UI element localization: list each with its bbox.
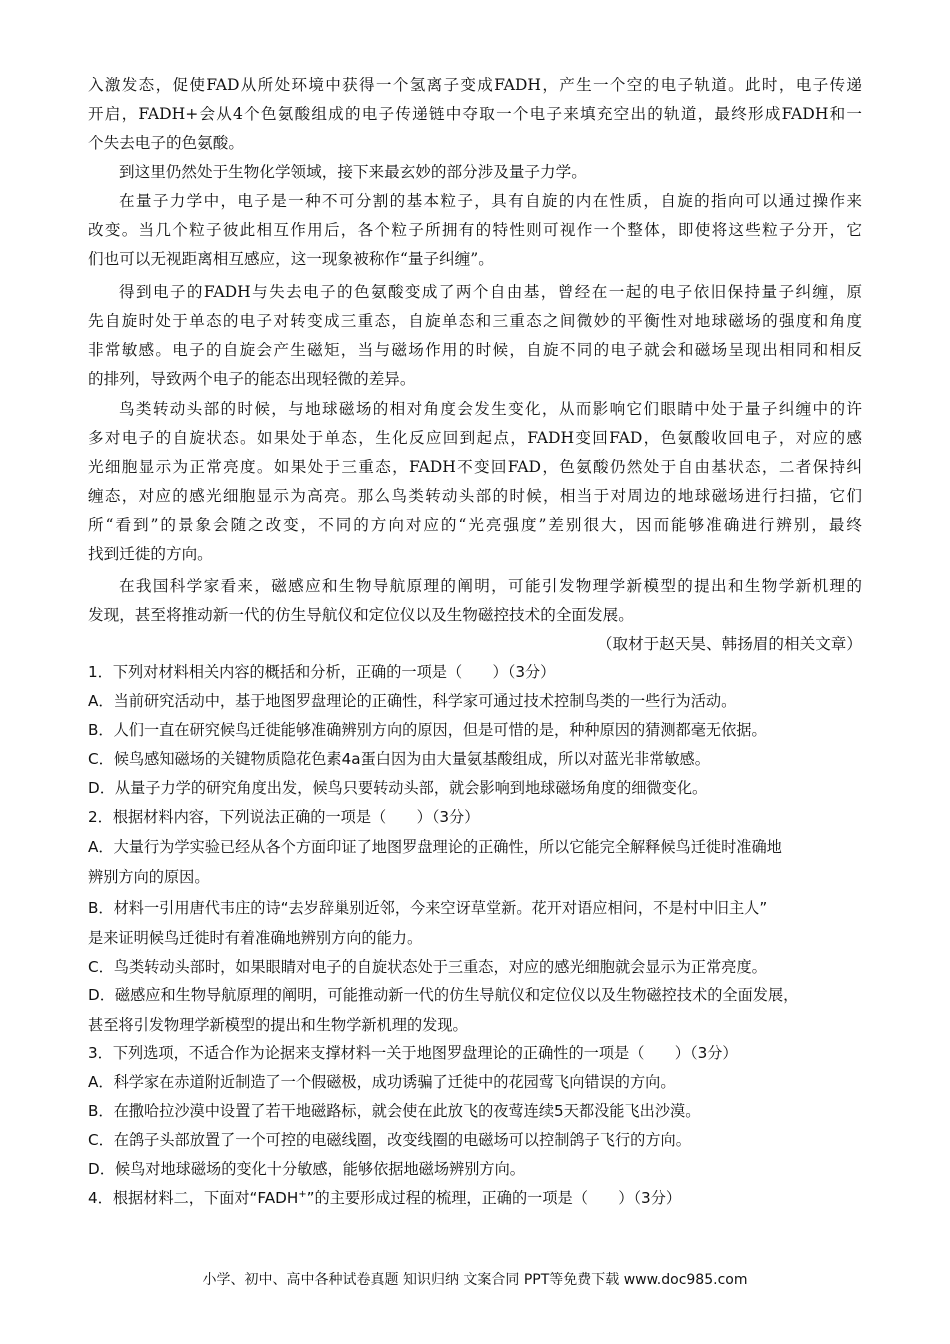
answer-option-continued: 甚至将引发物理学新模型的提出和生物学新机理的发现。 — [88, 1016, 468, 1034]
passage-line: 们也可以无视距离相互感应，这一现象被称作“量子纠缠”。 — [88, 250, 494, 268]
answer-option: D．候鸟对地球磁场的变化十分敏感，能够依据地磁场辨别方向。 — [88, 1160, 525, 1178]
question-stem: 2．根据材料内容，下列说法正确的一项是（ ）（3分） — [88, 808, 480, 826]
question-stem — [88, 1187, 862, 1209]
answer-option: C．候鸟感知磁场的关键物质隐花色素4a蛋白因为由大量氨基酸组成，所以对蓝光非常敏感。 — [88, 750, 710, 768]
passage-line: 非常敏感。电子的自旋会产生磁矩，当与磁场作用的时候，自旋不同的电子就会和磁场呈现出相同和相反 — [88, 341, 862, 359]
answer-option: A．科学家在赤道附近制造了一个假磁极，成功诱骗了迁徙中的花园莺飞向错误的方向。 — [88, 1073, 676, 1091]
passage-line: 多对电子的自旋状态。如果处于单态，生化反应回到起点，FADH变回FAD，色氨酸收回电子，对应的感 — [88, 429, 862, 447]
passage-line: 得到电子的FADH与失去电子的色氨酸变成了两个自由基，曾经在一起的电子依旧保持量子纠缠，原 — [119, 283, 862, 301]
answer-option: B．在撒哈拉沙漠中设置了若干地磁路标，就会使在此放飞的夜莺连续5天都没能飞出沙漠。 — [88, 1102, 701, 1120]
passage-line: 改变。当几个粒子彼此相互作用后，各个粒子所拥有的特性则可视作一个整体，即使将这些粒子分开，它 — [88, 221, 862, 239]
passage-line: 发现，甚至将推动新一代的仿生导航仪和定位仪以及生物磁控技术的全面发展。 — [88, 606, 634, 624]
answer-option-continued: 是来证明候鸟迁徙时有着准确地辨别方向的能力。 — [88, 929, 423, 947]
passage-line: 先自旋时处于单态的电子对转变成三重态，自旋单态和三重态之间微妙的平衡性对地球磁场的强度和角度 — [88, 312, 862, 330]
passage-line: 在我国科学家看来，磁感应和生物导航原理的阐明，可能引发物理学新模型的提出和生物学新机理的 — [119, 577, 862, 595]
passage-line: 缠态，对应的感光细胞显示为高亮。那么鸟类转动头部的时候，相当于对周边的地球磁场进行扫描，它们 — [88, 487, 862, 505]
passage-line: 开启，FADH+会从4个色氨酸组成的电子传递链中夺取一个电子来填充空出的轨道，最终形成FADH和一 — [88, 105, 862, 123]
passage-line: 到这里仍然处于生物化学领域，接下来最玄妙的部分涉及量子力学。 — [119, 163, 587, 181]
q4-text-before: 4．根据材料二，下面对“FADH — [88, 1189, 299, 1207]
passage-line: 入激发态，促使FAD从所处环境中获得一个氢离子变成FADH，产生一个空的电子轨道。此时，电子传递 — [88, 76, 862, 94]
source-citation: （取材于赵天昊、韩扬眉的相关文章） — [596, 635, 862, 653]
answer-option: C．鸟类转动头部时，如果眼睛对电子的自旋状态处于三重态，对应的感光细胞就会显示为正常亮度。 — [88, 958, 767, 976]
answer-option: B．材料一引用唐代韦庄的诗“去岁辞巢别近邻，今来空讶草堂新。花开对语应相问，不是村中旧主人” — [88, 899, 768, 917]
passage-line: 鸟类转动头部的时候，与地球磁场的相对角度会发生变化，从而影响它们眼睛中处于量子纠缠中的许 — [119, 400, 862, 418]
passage-line: 的排列，导致两个电子的能态出现轻微的差异。 — [88, 370, 416, 388]
answer-option: D．磁感应和生物导航原理的阐明，可能推动新一代的仿生导航仪和定位仪以及生物磁控技术的全面发展， — [88, 986, 799, 1004]
answer-option: C．在鸽子头部放置了一个可控的电磁线圈，改变线圈的电磁场可以控制鸽子飞行的方向。 — [88, 1131, 691, 1149]
q4-superscript: + — [298, 1188, 307, 1200]
q4-text-after: ”的主要形成过程的梳理，正确的一项是（ ）（3分） — [306, 1189, 682, 1207]
answer-option-continued: 辨别方向的原因。 — [88, 868, 210, 886]
answer-option: A．大量行为学实验已经从各个方面印证了地图罗盘理论的正确性，所以它能完全解释候鸟迁徙时准确地 — [88, 838, 782, 856]
passage-line: 找到迁徙的方向。 — [88, 545, 213, 563]
answer-option: A．当前研究活动中，基于地图罗盘理论的正确性，科学家可通过技术控制鸟类的一些行为活动。 — [88, 692, 737, 710]
answer-option: B．人们一直在研究候鸟迁徙能够准确辨别方向的原因，但是可惜的是，种种原因的猜测都毫无依据。 — [88, 721, 767, 739]
passage-line: 所“看到”的景象会随之改变，不同的方向对应的“光亮强度”差别很大，因而能够准确进行辨别，最终 — [88, 516, 862, 534]
question-stem: 1．下列对材料相关内容的概括和分析，正确的一项是（ ）（3分） — [88, 663, 556, 681]
answer-option: D．从量子力学的研究角度出发，候鸟只要转动头部，就会影响到地球磁场角度的细微变化。 — [88, 779, 708, 797]
passage-line: 光细胞显示为正常亮度。如果处于三重态，FADH不变回FAD，色氨酸仍然处于自由基状态，二者保持纠 — [88, 458, 862, 476]
page-footer: 小学、初中、高中各种试卷真题 知识归纳 文案合同 PPT等免费下载 www.doc985.com — [202, 1272, 748, 1288]
passage-line: 个失去电子的色氨酸。 — [88, 134, 244, 152]
passage-line: 在量子力学中，电子是一种不可分割的基本粒子，具有自旋的内在性质，自旋的指向可以通过操作来 — [119, 192, 862, 210]
question-stem: 3．下列选项，不适合作为论据来支撑材料一关于地图罗盘理论的正确性的一项是（ ）（3分） — [88, 1044, 738, 1062]
